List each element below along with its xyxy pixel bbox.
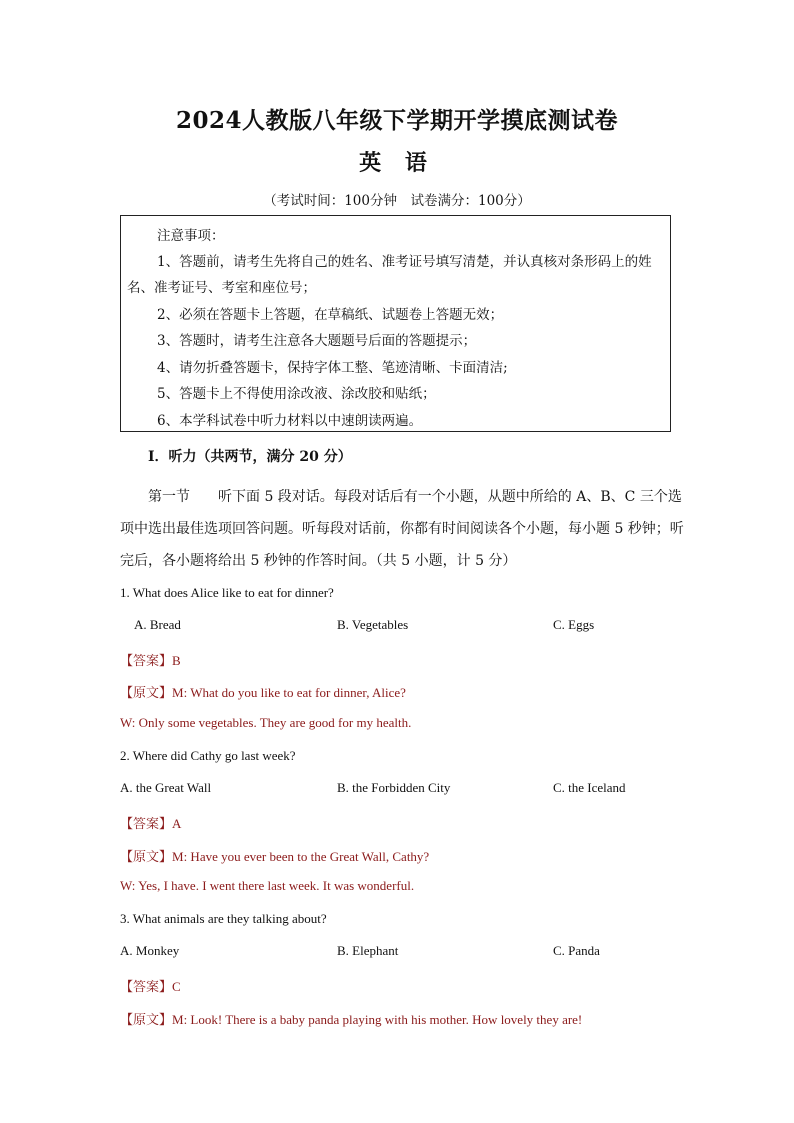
exam-title: 2024人教版八年级下学期开学摸底测试卷 xyxy=(175,107,618,134)
option-a: A. Monkey xyxy=(120,943,180,958)
transcript-line: W: Yes, I have. I went there last week. It was wonderful. xyxy=(120,878,415,893)
transcript-label: 【原文】 xyxy=(120,850,173,865)
answer-label: 【答案】 xyxy=(120,654,173,669)
transcript-text: M: Have you ever been to the Great Wall, Cathy? xyxy=(172,849,430,864)
notice-line: 3、答题时，请考生注意各大题题号后面的答题提示； xyxy=(157,333,477,349)
option-b: B. the Forbidden City xyxy=(337,780,451,795)
answer-label: 【答案】 xyxy=(120,980,173,995)
question-stem: 3. What animals are they talking about? xyxy=(120,911,327,926)
instruction-line: 项中选出最佳选项回答问题。听每段对话前，你都有时间阅读各个小题，每小题 5 秒钟；听 xyxy=(120,521,684,537)
notice-line: 2、必须在答题卡上答题，在草稿纸、试题卷上答题无效； xyxy=(157,307,504,323)
option-a: A. the Great Wall xyxy=(120,780,212,795)
option-a: A. Bread xyxy=(134,617,181,632)
option-c: C. Eggs xyxy=(553,617,595,632)
transcript-text: M: Look! There is a baby panda playing with his mother. How lovely they are! xyxy=(172,1012,583,1027)
notice-line: 名、准考证号、考室和座位号； xyxy=(127,280,316,296)
question-stem: 2. Where did Cathy go last week? xyxy=(120,748,296,763)
transcript-label: 【原文】 xyxy=(120,1013,173,1028)
answer-line xyxy=(120,650,181,669)
answer-label: 【答案】 xyxy=(120,817,173,832)
notice-line: 5、答题卡上不得使用涂改液、涂改胶和贴纸； xyxy=(157,386,436,402)
option-b: B. Elephant xyxy=(337,943,399,958)
transcript-line: W: Only some vegetables. They are good for my health. xyxy=(120,715,412,730)
answer-value: B xyxy=(172,653,181,668)
notice-line: 6、本学科试卷中听力材料以中速朗读两遍。 xyxy=(157,413,423,429)
subject-title: 英 语 xyxy=(359,150,435,176)
transcript-text: M: What do you like to eat for dinner, Alice? xyxy=(172,685,406,700)
transcript-label: 【原文】 xyxy=(120,686,173,701)
option-c: C. the Iceland xyxy=(553,780,626,795)
notice-heading: 注意事项： xyxy=(157,228,225,244)
exam-info: （考试时间：100分钟 试卷满分：100分） xyxy=(263,193,531,209)
option-c: C. Panda xyxy=(553,943,600,958)
section-title: I．听力（共两节，满分 20 分） xyxy=(148,449,352,465)
answer-value: A xyxy=(172,816,182,831)
answer-line xyxy=(120,813,181,832)
instruction-line: 第一节 听下面 5 段对话。每段对话后有一个小题，从题中所给的 A、B、C 三个选 xyxy=(148,489,682,505)
option-b: B. Vegetables xyxy=(337,617,409,632)
instruction-line: 完后，各小题将给出 5 秒钟的作答时间。（共 5 小题，计 5 分） xyxy=(120,553,517,569)
transcript-line xyxy=(120,682,406,701)
answer-value: C xyxy=(172,979,181,994)
question-stem: 1. What does Alice like to eat for dinner? xyxy=(120,585,334,600)
notice-line: 1、答题前，请考生先将自己的姓名、准考证号填写清楚，并认真核对条形码上的姓 xyxy=(157,254,652,270)
transcript-line xyxy=(120,846,429,865)
notice-line: 4、请勿折叠答题卡，保持字体工整、笔迹清晰、卡面清洁; xyxy=(157,360,508,376)
transcript-line xyxy=(120,1009,582,1028)
answer-line xyxy=(120,976,181,995)
notice-box xyxy=(120,215,671,432)
